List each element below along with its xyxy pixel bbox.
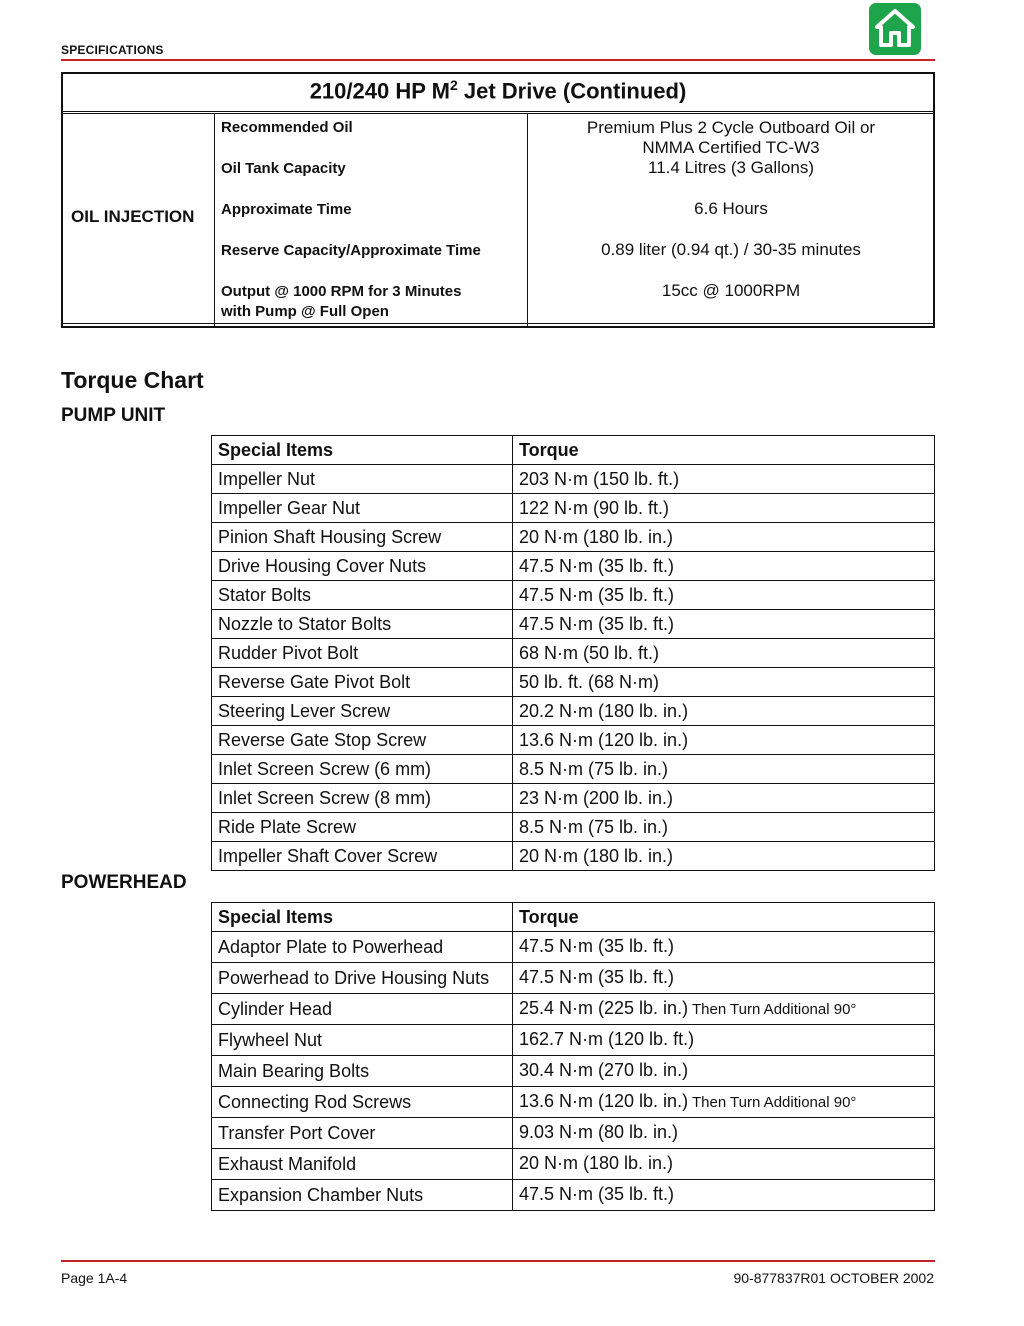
item-cell: Impeller Nut: [212, 465, 513, 494]
spec-label: Oil Tank Capacity: [221, 160, 346, 177]
spec-title-row: [63, 74, 933, 114]
torque-cell: 50 lb. ft. (68 N·m): [513, 668, 935, 697]
item-cell: Drive Housing Cover Nuts: [212, 552, 513, 581]
torque-cell: 47.5 N·m (35 lb. ft.): [513, 552, 935, 581]
item-cell: Cylinder Head: [212, 994, 513, 1025]
pump-unit-table: [211, 435, 935, 871]
item-cell: Flywheel Nut: [212, 1025, 513, 1056]
pump-unit-heading: PUMP UNIT: [61, 405, 166, 426]
torque-cell: 23 N·m (200 lb. in.): [513, 784, 935, 813]
document-number: 90-877837R01 OCTOBER 2002: [733, 1270, 934, 1286]
spec-label: with Pump @ Full Open: [221, 303, 389, 320]
table-row: [212, 1025, 935, 1056]
table-row: [212, 668, 935, 697]
item-cell: Stator Bolts: [212, 581, 513, 610]
torque-cell: 8.5 N·m (75 lb. in.): [513, 813, 935, 842]
table-row: [212, 963, 935, 994]
spec-label: Approximate Time: [221, 201, 352, 218]
item-cell: Reverse Gate Pivot Bolt: [212, 668, 513, 697]
table-row: [212, 639, 935, 668]
item-cell: Connecting Rod Screws: [212, 1087, 513, 1118]
table-row: [212, 1087, 935, 1118]
column-header: Special Items: [212, 903, 513, 932]
item-cell: Steering Lever Screw: [212, 697, 513, 726]
item-cell: Inlet Screen Screw (8 mm): [212, 784, 513, 813]
spec-bottom-rule: [63, 323, 933, 324]
spec-value: 0.89 liter (0.94 qt.) / 30-35 minutes: [601, 240, 861, 259]
item-cell: Adaptor Plate to Powerhead: [212, 932, 513, 963]
table-row: [212, 494, 935, 523]
column-header: Torque: [513, 903, 935, 932]
table-row: [212, 755, 935, 784]
item-cell: Impeller Gear Nut: [212, 494, 513, 523]
spec-value: NMMA Certified TC-W3: [642, 138, 820, 157]
torque-chart-heading: Torque Chart: [61, 367, 204, 393]
table-row: [212, 523, 935, 552]
torque-cell: 20 N·m (180 lb. in.): [513, 1149, 935, 1180]
column-header: Special Items: [212, 436, 513, 465]
table-row: [212, 784, 935, 813]
spec-section-label: OIL INJECTION: [71, 207, 195, 226]
item-cell: Ride Plate Screw: [212, 813, 513, 842]
powerhead-heading: POWERHEAD: [61, 872, 187, 893]
torque-cell: 68 N·m (50 lb. ft.): [513, 639, 935, 668]
spec-label: Output @ 1000 RPM for 3 Minutes: [221, 283, 462, 300]
table-row: [212, 1056, 935, 1087]
item-cell: Expansion Chamber Nuts: [212, 1180, 513, 1211]
item-cell: Powerhead to Drive Housing Nuts: [212, 963, 513, 994]
spec-label: Reserve Capacity/Approximate Time: [221, 242, 481, 259]
torque-cell: 25.4 N·m (225 lb. in.) Then Turn Additional 90°: [513, 994, 935, 1025]
item-cell: Pinion Shaft Housing Screw: [212, 523, 513, 552]
column-header: Torque: [513, 436, 935, 465]
table-row: [212, 932, 935, 963]
item-cell: Inlet Screen Screw (6 mm): [212, 755, 513, 784]
table-header-row: [212, 436, 935, 465]
torque-cell: 47.5 N·m (35 lb. ft.): [513, 932, 935, 963]
table-row: [212, 842, 935, 871]
torque-cell: 20.2 N·m (180 lb. in.): [513, 697, 935, 726]
spec-divider-1: [214, 114, 215, 326]
item-cell: Main Bearing Bolts: [212, 1056, 513, 1087]
table-header-row: [212, 903, 935, 932]
header-rule: [61, 59, 935, 61]
spec-value: 15cc @ 1000RPM: [661, 281, 801, 300]
home-icon: [869, 3, 921, 55]
torque-cell: 122 N·m (90 lb. ft.): [513, 494, 935, 523]
torque-cell: 47.5 N·m (35 lb. ft.): [513, 963, 935, 994]
table-row: [212, 1118, 935, 1149]
powerhead-table: [211, 902, 935, 1211]
torque-cell: 203 N·m (150 lb. ft.): [513, 465, 935, 494]
footer-rule: [61, 1260, 935, 1262]
spec-label: Recommended Oil: [221, 119, 353, 136]
torque-cell: 47.5 N·m (35 lb. ft.): [513, 610, 935, 639]
table-row: [212, 726, 935, 755]
table-row: [212, 1180, 935, 1211]
spec-divider-2: [527, 114, 528, 326]
torque-cell: 47.5 N·m (35 lb. ft.): [513, 581, 935, 610]
home-button[interactable]: [869, 3, 921, 55]
spec-value: 6.6 Hours: [694, 199, 768, 218]
item-cell: Transfer Port Cover: [212, 1118, 513, 1149]
page-number: Page 1A-4: [61, 1270, 128, 1286]
table-row: [212, 465, 935, 494]
torque-cell: 20 N·m (180 lb. in.): [513, 842, 935, 871]
torque-cell: 162.7 N·m (120 lb. ft.): [513, 1025, 935, 1056]
spec-value: Premium Plus 2 Cycle Outboard Oil or: [586, 118, 876, 137]
torque-cell: 13.6 N·m (120 lb. in.): [513, 726, 935, 755]
table-row: [212, 1149, 935, 1180]
table-row: [212, 994, 935, 1025]
spec-title: 210/240 HP $M^2$ Jet Drive (Continued): [309, 77, 687, 104]
item-cell: Nozzle to Stator Bolts: [212, 610, 513, 639]
torque-cell: 8.5 N·m (75 lb. in.): [513, 755, 935, 784]
section-label: SPECIFICATIONS: [61, 43, 164, 57]
item-cell: Rudder Pivot Bolt: [212, 639, 513, 668]
torque-cell: 9.03 N·m (80 lb. in.): [513, 1118, 935, 1149]
table-row: [212, 610, 935, 639]
torque-cell: 20 N·m (180 lb. in.): [513, 523, 935, 552]
torque-cell: 30.4 N·m (270 lb. in.): [513, 1056, 935, 1087]
table-row: [212, 697, 935, 726]
table-row: [212, 552, 935, 581]
table-row: [212, 813, 935, 842]
spec-table: [61, 72, 935, 328]
item-cell: Impeller Shaft Cover Screw: [212, 842, 513, 871]
table-row: [212, 581, 935, 610]
torque-cell: 13.6 N·m (120 lb. in.) Then Turn Additional 90°: [513, 1087, 935, 1118]
torque-cell: 47.5 N·m (35 lb. ft.): [513, 1180, 935, 1211]
spec-value: 11.4 Litres (3 Gallons): [648, 158, 814, 177]
item-cell: Reverse Gate Stop Screw: [212, 726, 513, 755]
item-cell: Exhaust Manifold: [212, 1149, 513, 1180]
